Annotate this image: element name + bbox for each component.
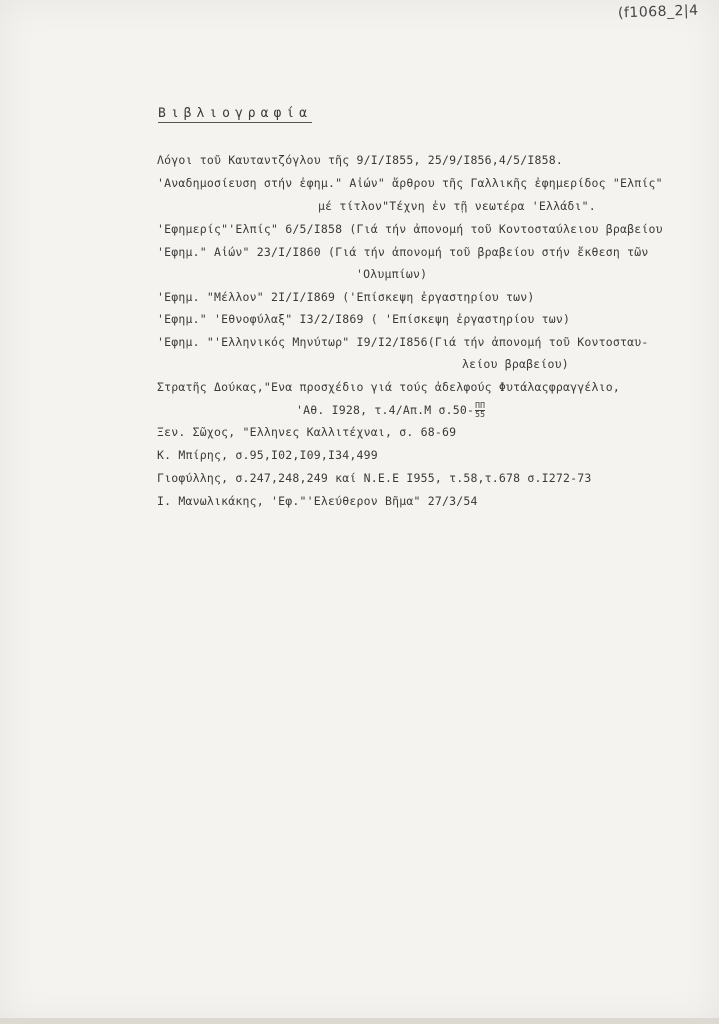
bibliography-entry-continuation: 'Ολυμπίων) [356,267,428,281]
bibliography-entry: 'Αναδημοσίευση στήν ἐφημ." Αἰών" ἄρθρου τῆς Γαλλικῆς ἐφημερίδος "Ελπίς" [157,176,663,190]
bibliography-entry-continuation: μέ τίτλον"Τέχνη ἐν τῇ νεωτέρα 'Ελλάδι". [318,199,596,213]
bibliography-entry: Ι. Μανωλικάκης, 'Εφ."'Ελεύθερον Βῆμα" 27/3/54 [157,494,478,508]
bibliography-entry-continuation [296,402,485,419]
archive-reference: (f1068_2|4 [617,2,699,22]
bibliography-entry: Στρατῆς Δούκας,"Ενα προσχέδιο γιά τούς ἀδελφούς Φυτάλαςφραγγέλιο, [157,380,621,394]
bibliography-entry: Ξεν. Σῶχος, "Ελληνες Καλλιτέχναι, σ. 68-69 [157,425,457,439]
bibliography-entry: Λόγοι τοῦ Καυταντζόγλου τῆς 9/Ι/Ι855, 25/9/Ι856,4/5/Ι858. [157,153,564,167]
page-edge [0,1018,719,1024]
bibliography-entry: 'Εφημ." 'Εθνοφύλαξ" Ι3/2/Ι869 ( 'Επίσκεψη ἐργαστηρίου των) [157,312,571,326]
bibliography-entry-continuation: λείου βραβείου) [462,357,569,371]
bibliography-entry: 'Εφημερίς"'Ελπίς" 6/5/Ι858 (Γιά τήν ἀπονομή τοῦ Κοντοσταύλειου βραβείου [157,222,663,236]
bibliography-entry: Κ. Μπίρης, σ.95,Ι02,Ι09,Ι34,499 [157,448,378,462]
bibliography-entry: Γιοφύλλης, σ.247,248,249 καί Ν.Ε.Ε Ι955, τ.58,τ.678 σ.Ι272-73 [157,471,592,485]
citation-text: 'Αθ. Ι928, τ.4/Απ.Μ σ.50- [296,403,475,417]
page-title: Βιβλιογραφία [158,106,312,121]
bibliography-entry: 'Εφημ." Αἰών" 23/Ι/Ι860 (Γιά τήν ἀπονομή τοῦ βραβείου στήν ἔκθεση τῶν [157,245,649,259]
bibliography-entry: 'Εφημ. "Μέλλον" 2Ι/Ι/Ι869 ('Επίσκεψη ἐργαστηρίου των) [157,290,535,304]
bibliography-entry: 'Εφημ. "'Ελληνικός Μηνύτωρ" Ι9/Ι2/Ι856(Γιά τήν ἀπονομή τοῦ Κοντοσταυ- [157,335,649,349]
page-fraction: $\frac{\Pi\Pi}{55}$ [475,401,486,419]
